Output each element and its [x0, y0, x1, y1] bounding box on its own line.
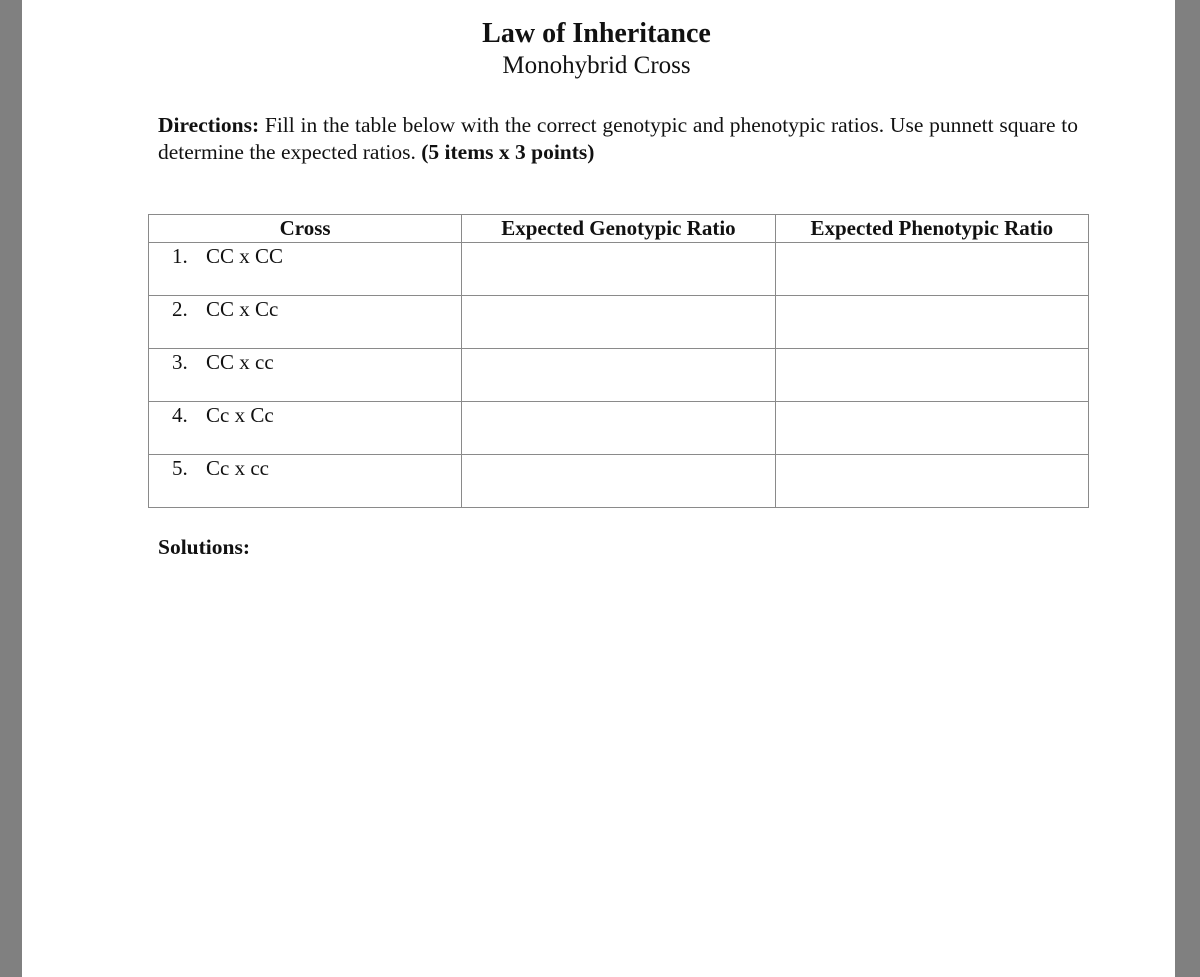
page-title: Law of Inheritance [482, 18, 711, 49]
cross-value: Cc x cc [206, 456, 269, 480]
phenotypic-ratio-cell[interactable] [775, 349, 1088, 402]
cross-cell [149, 455, 462, 508]
item-number: 2. [172, 297, 188, 321]
page-subtitle: Monohybrid Cross [502, 52, 691, 79]
cross-value: CC x CC [206, 244, 284, 268]
cross-cell [149, 349, 462, 402]
header-cross: Cross [149, 215, 462, 243]
genotypic-ratio-cell[interactable] [462, 296, 775, 349]
cross-table [148, 214, 1089, 508]
genotypic-ratio-cell[interactable] [462, 402, 775, 455]
cross-value: CC x Cc [206, 297, 279, 321]
table-row [149, 455, 1089, 508]
phenotypic-ratio-cell[interactable] [775, 296, 1088, 349]
directions-text: Fill in the table below with the correct genotypic and phenotypic ratios. Use punnett square to determine the expected ratios. [158, 113, 1078, 164]
genotypic-ratio-cell[interactable] [462, 349, 775, 402]
directions-label: Directions: [158, 113, 260, 137]
phenotypic-ratio-cell[interactable] [775, 243, 1088, 296]
header-genotypic-ratio: Expected Genotypic Ratio [462, 215, 775, 243]
table-row [149, 402, 1089, 455]
table-row [149, 349, 1089, 402]
item-number: 3. [172, 350, 188, 374]
phenotypic-ratio-cell[interactable] [775, 402, 1088, 455]
directions-points: (5 items x 3 points) [421, 140, 595, 164]
cross-cell [149, 296, 462, 349]
genotypic-ratio-cell[interactable] [462, 455, 775, 508]
table-row [149, 243, 1089, 296]
cross-value: Cc x Cc [206, 403, 274, 427]
cross-cell [149, 243, 462, 296]
genotypic-ratio-cell[interactable] [462, 243, 775, 296]
item-number: 5. [172, 456, 188, 480]
directions-paragraph [158, 112, 1078, 166]
header-phenotypic-ratio: Expected Phenotypic Ratio [775, 215, 1088, 243]
table-row [149, 296, 1089, 349]
phenotypic-ratio-cell[interactable] [775, 455, 1088, 508]
table-header-row [149, 215, 1089, 243]
cross-cell [149, 402, 462, 455]
solutions-label: Solutions: [158, 535, 251, 559]
item-number: 4. [172, 403, 188, 427]
cross-value: CC x cc [206, 350, 274, 374]
item-number: 1. [172, 244, 188, 268]
